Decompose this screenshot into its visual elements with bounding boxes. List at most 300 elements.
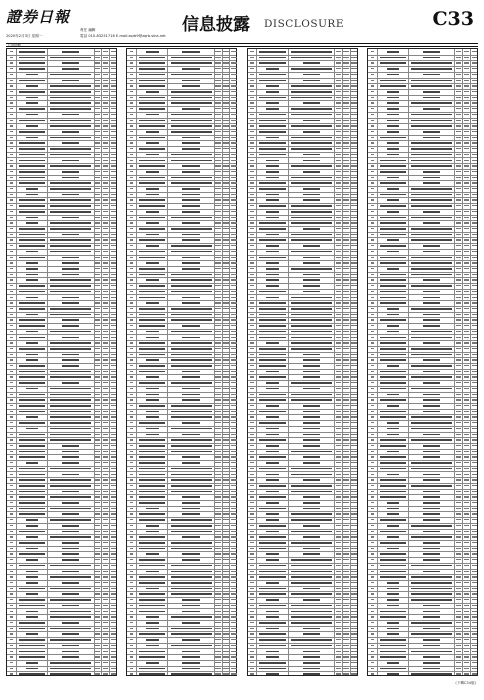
cell-text xyxy=(95,399,100,400)
cell-text xyxy=(291,142,332,144)
cell-text xyxy=(103,645,108,646)
cell-text xyxy=(182,394,199,396)
cell-text xyxy=(336,508,341,509)
cell-text xyxy=(215,142,220,143)
cell-text xyxy=(464,314,469,315)
cell-text xyxy=(26,662,38,664)
cell-text xyxy=(336,114,341,115)
cell-text xyxy=(19,337,45,339)
cell-text xyxy=(343,331,348,332)
cell-text xyxy=(19,468,45,470)
cell-text xyxy=(215,536,220,537)
cell-text xyxy=(182,376,199,378)
cell-text xyxy=(95,622,100,623)
cell-text xyxy=(111,114,116,115)
cell-text xyxy=(146,91,158,93)
cell-text xyxy=(387,474,399,476)
cell-text xyxy=(223,262,228,263)
cell-text xyxy=(215,571,220,572)
cell-text xyxy=(26,571,38,573)
cell-text xyxy=(223,445,228,446)
cell-text xyxy=(250,439,253,440)
cell-text xyxy=(26,536,38,538)
cell-text xyxy=(146,428,158,430)
cell-text xyxy=(103,354,108,355)
table-row xyxy=(127,517,236,518)
cell-text xyxy=(130,388,133,389)
cell-text xyxy=(464,434,469,435)
table-row xyxy=(248,369,357,370)
cell-text xyxy=(103,605,108,606)
cell-text xyxy=(371,51,374,52)
cell-text xyxy=(130,302,133,303)
cell-text xyxy=(10,131,13,132)
cell-text xyxy=(456,405,461,406)
cell-text xyxy=(139,74,165,76)
table-row xyxy=(248,626,357,627)
cell-text xyxy=(336,611,341,612)
cell-text xyxy=(26,274,38,276)
table-row xyxy=(127,346,236,347)
table-row xyxy=(7,323,116,324)
cell-text xyxy=(139,125,165,127)
cell-text xyxy=(266,211,278,213)
cell-text xyxy=(223,177,228,178)
cell-text xyxy=(103,160,108,161)
cell-text xyxy=(472,80,477,81)
cell-text xyxy=(380,565,406,567)
cell-text xyxy=(371,308,374,309)
cell-text xyxy=(472,239,477,240)
table-row xyxy=(248,123,357,124)
table-row xyxy=(368,357,477,358)
cell-text xyxy=(231,342,236,343)
cell-text xyxy=(423,319,440,321)
cell-text xyxy=(50,165,91,167)
cell-text xyxy=(411,468,452,470)
cell-text xyxy=(171,474,212,476)
cell-text xyxy=(303,188,320,190)
cell-text xyxy=(266,108,278,110)
table-row xyxy=(7,557,116,558)
cell-text xyxy=(111,502,116,503)
cell-text xyxy=(95,576,100,577)
cell-text xyxy=(456,74,461,75)
cell-text xyxy=(223,268,228,269)
cell-text xyxy=(10,217,13,218)
table-row xyxy=(7,306,116,307)
cell-text xyxy=(171,571,212,573)
cell-text xyxy=(103,274,108,275)
cell-text xyxy=(95,491,100,492)
cell-text xyxy=(50,102,91,104)
cell-text xyxy=(266,462,278,464)
table-row xyxy=(7,118,116,119)
table-row xyxy=(368,420,477,421)
cell-text xyxy=(146,376,158,378)
cell-text xyxy=(351,319,356,320)
cell-text xyxy=(456,131,461,132)
table-row xyxy=(368,500,477,501)
cell-text xyxy=(343,171,348,172)
cell-text xyxy=(95,388,100,389)
cell-text xyxy=(223,165,228,166)
cell-text xyxy=(139,668,165,670)
cell-text xyxy=(130,525,133,526)
cell-text xyxy=(62,194,79,196)
cell-text xyxy=(464,97,469,98)
cell-text xyxy=(10,314,13,315)
cell-text xyxy=(95,639,100,640)
cell-text xyxy=(10,102,13,103)
cell-text xyxy=(111,182,116,183)
cell-text xyxy=(111,553,116,554)
cell-text xyxy=(472,496,477,497)
cell-text xyxy=(10,125,13,126)
table-row xyxy=(127,437,236,438)
cell-text xyxy=(464,639,469,640)
cell-text xyxy=(130,160,133,161)
cell-text xyxy=(103,474,108,475)
cell-text xyxy=(103,177,108,178)
cell-text xyxy=(103,428,108,429)
cell-text xyxy=(130,245,133,246)
cell-text xyxy=(456,628,461,629)
table-row xyxy=(127,260,236,261)
table-row xyxy=(7,266,116,267)
cell-text xyxy=(380,559,406,561)
cell-text xyxy=(95,371,100,372)
cell-text xyxy=(456,376,461,377)
cell-text xyxy=(456,565,461,566)
cell-text xyxy=(215,525,220,526)
cell-text xyxy=(231,120,236,121)
cell-text xyxy=(266,342,278,344)
cell-text xyxy=(146,434,158,436)
continuation-note: (下轉C34版) xyxy=(455,681,476,685)
table-row xyxy=(7,163,116,164)
cell-text xyxy=(456,382,461,383)
cell-text xyxy=(171,285,212,287)
table-row xyxy=(127,483,236,484)
cell-text xyxy=(336,108,341,109)
cell-text xyxy=(223,274,228,275)
cell-text xyxy=(266,451,278,453)
cell-text xyxy=(250,131,253,132)
cell-text xyxy=(387,154,399,156)
cell-text xyxy=(103,559,108,560)
cell-text xyxy=(146,662,158,664)
cell-text xyxy=(231,576,236,577)
cell-text xyxy=(130,462,133,463)
cell-text xyxy=(343,491,348,492)
cell-text xyxy=(95,234,100,235)
cell-text xyxy=(146,211,158,213)
cell-text xyxy=(371,605,374,606)
cell-text xyxy=(336,582,341,583)
cell-text xyxy=(223,188,228,189)
table-row xyxy=(7,203,116,204)
cell-text xyxy=(387,513,399,515)
cell-text xyxy=(146,411,158,413)
cell-text xyxy=(351,651,356,652)
cell-text xyxy=(303,171,320,173)
cell-text xyxy=(111,571,116,572)
cell-text xyxy=(10,268,13,269)
cell-text xyxy=(266,474,278,476)
cell-text xyxy=(62,354,79,356)
cell-text xyxy=(215,97,220,98)
table-row xyxy=(127,580,236,581)
table-row xyxy=(7,466,116,467)
table-row xyxy=(127,500,236,501)
table-row xyxy=(368,637,477,638)
cell-text xyxy=(336,662,341,663)
cell-text xyxy=(303,633,320,635)
table-row xyxy=(7,386,116,387)
cell-text xyxy=(387,97,399,99)
cell-text xyxy=(472,251,477,252)
cell-text xyxy=(19,485,45,487)
cell-text xyxy=(223,74,228,75)
cell-text xyxy=(259,645,285,647)
cell-text xyxy=(103,308,108,309)
cell-text xyxy=(231,137,236,138)
cell-text xyxy=(351,205,356,206)
cell-text xyxy=(250,616,253,617)
cell-text xyxy=(10,399,13,400)
cell-text xyxy=(10,359,13,360)
cell-text xyxy=(351,565,356,566)
section-subtitle: DISCLOSURE xyxy=(264,18,344,30)
cell-text xyxy=(182,234,199,236)
cell-text xyxy=(259,57,285,59)
table-row xyxy=(248,477,357,478)
cell-text xyxy=(19,588,45,590)
table-row xyxy=(7,209,116,210)
table-row xyxy=(368,175,477,176)
cell-text xyxy=(250,354,253,355)
cell-text xyxy=(456,371,461,372)
cell-text xyxy=(472,633,477,634)
cell-text xyxy=(464,51,469,52)
cell-text xyxy=(336,531,341,532)
table-row xyxy=(248,534,357,535)
cell-text xyxy=(303,434,320,436)
cell-text xyxy=(343,382,348,383)
cell-text xyxy=(171,177,212,179)
cell-text xyxy=(250,622,253,623)
cell-text xyxy=(231,508,236,509)
cell-text xyxy=(387,131,399,133)
cell-text xyxy=(223,576,228,577)
cell-text xyxy=(371,593,374,594)
cell-text xyxy=(250,348,253,349)
cell-text xyxy=(472,536,477,537)
cell-text xyxy=(139,496,165,498)
cell-text xyxy=(387,177,399,179)
cell-text xyxy=(250,188,253,189)
cell-text xyxy=(111,285,116,286)
cell-text xyxy=(231,411,236,412)
cell-text xyxy=(371,628,374,629)
cell-text xyxy=(215,211,220,212)
table-row xyxy=(127,249,236,250)
cell-text xyxy=(411,85,452,87)
cell-text xyxy=(464,536,469,537)
cell-text xyxy=(336,251,341,252)
cell-text xyxy=(250,668,253,669)
cell-text xyxy=(103,434,108,435)
cell-text xyxy=(250,645,253,646)
table-row xyxy=(368,363,477,364)
cell-text xyxy=(472,262,477,263)
cell-text xyxy=(62,262,79,264)
table-row xyxy=(7,534,116,535)
cell-text xyxy=(351,74,356,75)
cell-text xyxy=(343,565,348,566)
cell-text xyxy=(231,502,236,503)
cell-text xyxy=(250,611,253,612)
cell-text xyxy=(215,331,220,332)
cell-text xyxy=(50,97,91,99)
table-row xyxy=(248,557,357,558)
cell-text xyxy=(250,565,253,566)
cell-text xyxy=(351,114,356,115)
cell-text xyxy=(223,611,228,612)
cell-text xyxy=(371,559,374,560)
cell-text xyxy=(215,68,220,69)
cell-text xyxy=(223,422,228,423)
cell-text xyxy=(250,502,253,503)
cell-text xyxy=(472,148,477,149)
cell-text xyxy=(371,239,374,240)
cell-text xyxy=(387,251,399,253)
cell-text xyxy=(380,439,406,441)
cell-text xyxy=(472,297,477,298)
table-row xyxy=(248,306,357,307)
cell-text xyxy=(456,399,461,400)
table-row xyxy=(127,255,236,256)
cell-text xyxy=(472,342,477,343)
cell-text xyxy=(336,182,341,183)
cell-text xyxy=(10,354,13,355)
cell-text xyxy=(223,428,228,429)
cell-text xyxy=(371,182,374,183)
cell-text xyxy=(231,171,236,172)
table-row xyxy=(368,157,477,158)
cell-text xyxy=(223,68,228,69)
cell-text xyxy=(423,542,440,544)
table-row xyxy=(248,140,357,141)
cell-text xyxy=(111,74,116,75)
table-row xyxy=(248,197,357,198)
cell-text xyxy=(423,222,440,224)
cell-text xyxy=(95,525,100,526)
cell-text xyxy=(303,359,320,361)
cell-text xyxy=(464,571,469,572)
table-row xyxy=(127,409,236,410)
cell-text xyxy=(250,234,253,235)
table-row xyxy=(7,620,116,621)
cell-text xyxy=(464,616,469,617)
cell-text xyxy=(146,142,158,144)
cell-text xyxy=(26,548,38,550)
table-row xyxy=(368,666,477,667)
cell-text xyxy=(411,348,452,350)
table-row xyxy=(7,89,116,90)
table-row xyxy=(368,449,477,450)
cell-text xyxy=(472,519,477,520)
cell-text xyxy=(103,319,108,320)
cell-text xyxy=(26,137,38,139)
cell-text xyxy=(231,348,236,349)
cell-text xyxy=(19,394,45,396)
table-row xyxy=(248,511,357,512)
cell-text xyxy=(291,68,332,70)
cell-text xyxy=(215,359,220,360)
cell-text xyxy=(103,668,108,669)
cell-text xyxy=(371,342,374,343)
cell-text xyxy=(266,160,278,162)
cell-text xyxy=(95,171,100,172)
cell-text xyxy=(103,502,108,503)
cell-text xyxy=(130,502,133,503)
table-row xyxy=(368,443,477,444)
cell-text xyxy=(171,291,212,293)
cell-text xyxy=(250,548,253,549)
cell-text xyxy=(291,337,332,339)
table-row xyxy=(248,660,357,661)
cell-text xyxy=(215,228,220,229)
cell-text xyxy=(351,468,356,469)
cell-text xyxy=(371,445,374,446)
cell-text xyxy=(456,639,461,640)
cell-text xyxy=(456,451,461,452)
table-row xyxy=(127,506,236,507)
table-row xyxy=(127,112,236,113)
cell-text xyxy=(50,245,91,247)
table-row xyxy=(368,340,477,341)
cell-text xyxy=(103,348,108,349)
cell-text xyxy=(456,171,461,172)
cell-text xyxy=(250,137,253,138)
cell-text xyxy=(50,376,91,378)
cell-text xyxy=(215,222,220,223)
cell-text xyxy=(231,331,236,332)
cell-text xyxy=(95,502,100,503)
cell-text xyxy=(103,656,108,657)
cell-text xyxy=(95,416,100,417)
table-row xyxy=(248,392,357,393)
cell-text xyxy=(336,474,341,475)
cell-text xyxy=(250,91,253,92)
cell-text xyxy=(266,388,278,390)
cell-text xyxy=(95,217,100,218)
cell-text xyxy=(10,291,13,292)
cell-text xyxy=(423,645,440,647)
cell-text xyxy=(303,553,320,555)
table-row xyxy=(127,403,236,404)
cell-text xyxy=(336,262,341,263)
cell-text xyxy=(139,536,165,538)
cell-text xyxy=(130,337,133,338)
cell-text xyxy=(223,434,228,435)
cell-text xyxy=(10,651,13,652)
cell-text xyxy=(26,102,38,104)
cell-text xyxy=(472,371,477,372)
cell-text xyxy=(10,108,13,109)
